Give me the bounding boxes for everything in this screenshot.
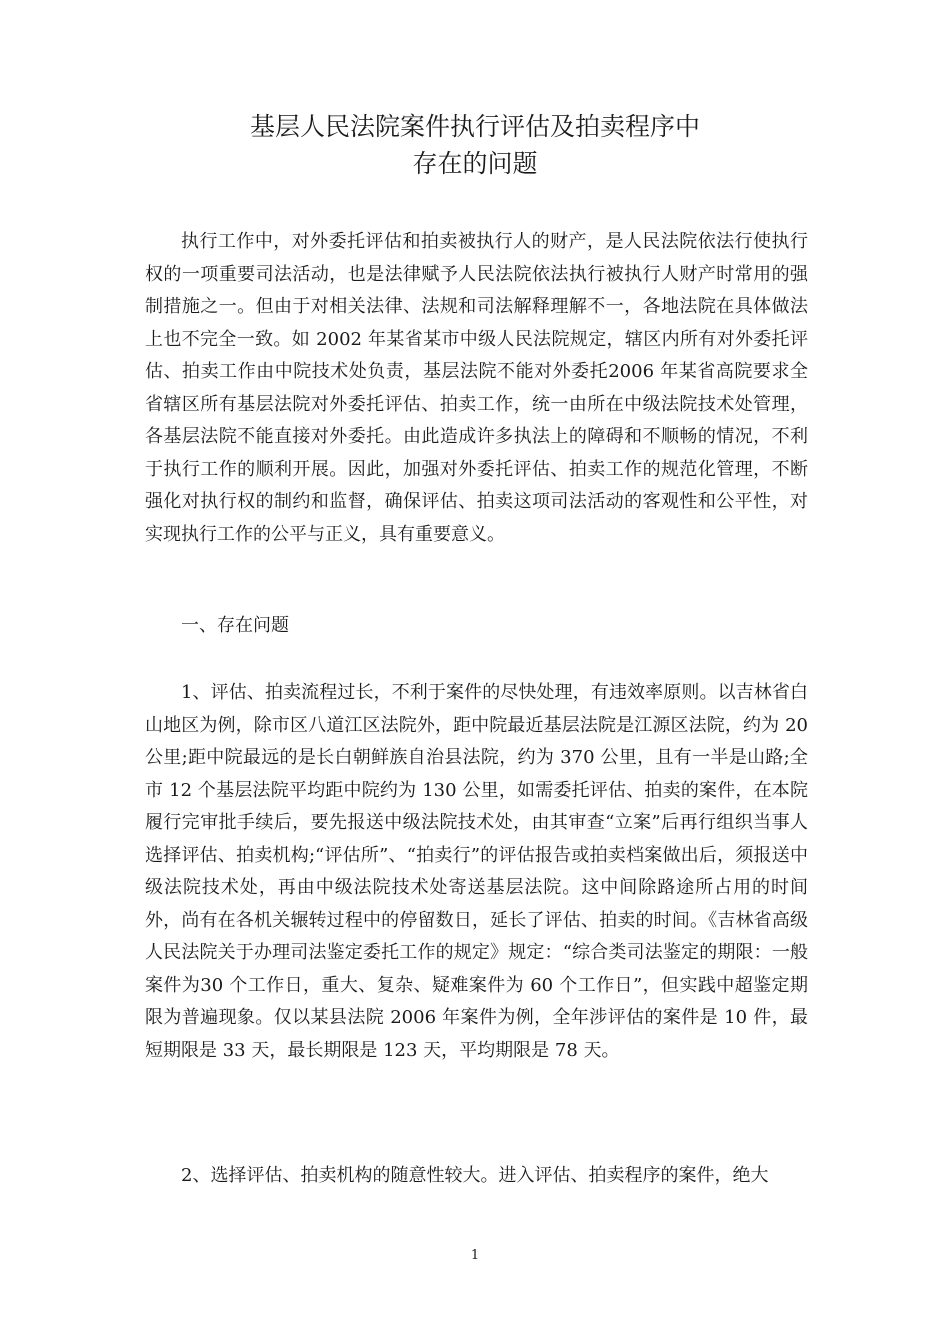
- page-number: 1: [470, 1248, 480, 1263]
- section-heading: 一、存在问题: [181, 615, 289, 636]
- document-title: [0, 108, 950, 182]
- item-2-paragraph: 2、选择评估、拍卖机构的随意性较大。进入评估、拍卖程序的案件，绝大: [181, 1165, 769, 1186]
- item-1-paragraph: 1、评估、拍卖流程过长，不利于案件的尽快处理，有违效率原则。以吉林省白山地区为例，除市区八道江区法院外，距中院最近基层法院是江源区法院，约为 20 公里;距中院最远的是长白朝鲜族自治县法院，约为 370 公里，且有一半是山路;全市 12 个基层法院平均距中院约为 130 公里，如需委托评估、拍卖的案件，在本院履行完审批手续后，要先报送中级法院技术处，由其审查“立案”后再行组织当事人选择评估、拍卖机构;“评估所”、“拍卖行”的评估报告或拍卖档案做出后，须报送中级法院技术处，再由中级法院技术处寄送基层法院。这中间除路途所占用的时间外，尚有在各机关辗转过程中的停留数日，延长了评估、拍卖的时间。《吉林省高级人民法院关于办理司法鉴定委托工作的规定》规定：“综合类司法鉴定的期限：一般案件为30 个工作日，重大、复杂、疑难案件为 60 个工作日”，但实践中超鉴定期限为普遍现象。仅以某县法院 2006 年案件为例，全年涉评估的案件是 10 件，最短期限是 33 天，最长期限是 123 天，平均期限是 78 天。: [145, 682, 808, 1061]
- title-line-2: 存在的问题: [412, 149, 538, 178]
- intro-paragraph: 执行工作中，对外委托评估和拍卖被执行人的财产，是人民法院依法行使执行权的一项重要司法活动，也是法律赋予人民法院依法执行被执行人财产时常用的强制措施之一。但由于对相关法律、法规和司法解释理解不一，各地法院在具体做法上也不完全一致。如 2002 年某省某市中级人民法院规定，辖区内所有对外委托评估、拍卖工作由中院技术处负责，基层法院不能对外委托2006 年某省高院要求全省辖区所有基层法院对外委托评估、拍卖工作，统一由所在中级法院技术处管理，各基层法院不能直接对外委托。由此造成许多执法上的障碍和不顺畅的情况，不利于执行工作的顺利开展。因此，加强对外委托评估、拍卖工作的规范化管理，不断强化对执行权的制约和监督，确保评估、拍卖这项司法活动的客观性和公平性，对实现执行工作的公平与正义，具有重要意义。: [145, 231, 808, 545]
- title-line-1: 基层人民法院案件执行评估及拍卖程序中: [249, 112, 700, 141]
